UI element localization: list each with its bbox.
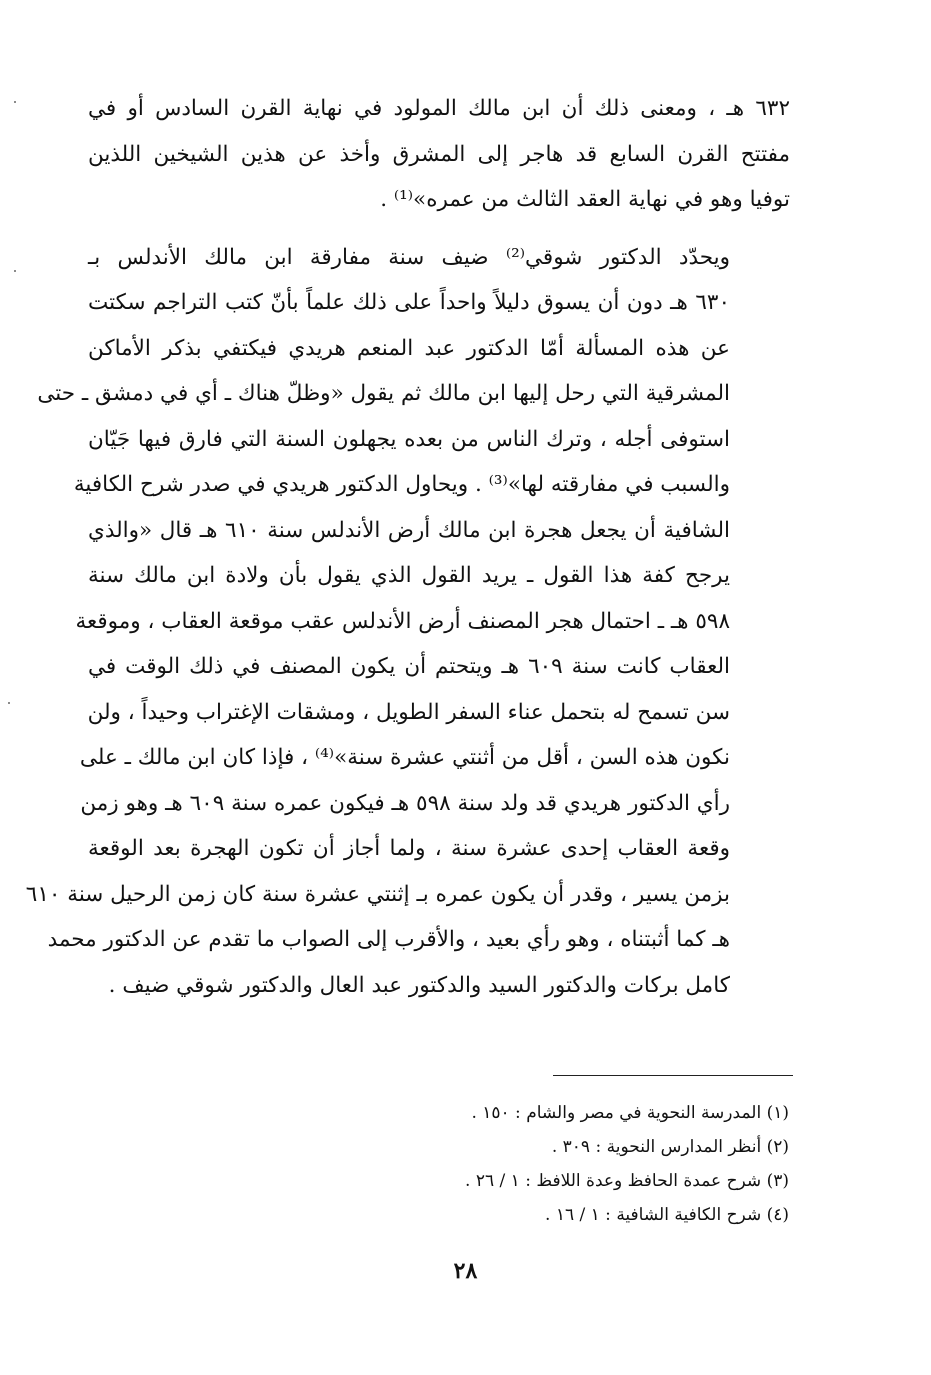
footnote-item: (٢) أنظر المدارس النحوية : ٣٠٩ . [551,1137,789,1157]
text-line: ٥٩٨ هـ ـ احتمال هجر المصنف أرض الأندلس عقب موقعة العقاب ، وموقعة [75,608,730,634]
page-number: ٢٨ [453,1258,478,1284]
text-line: وقعة العقاب إحدى عشرة سنة ، ولما أجاز أن تكون الهجرة بعد الوقعة [88,836,730,861]
text-line: يرجح كفة هذا القول ـ يريد القول الذي يقول بأن ولادة ابن مالك سنة [88,563,730,588]
text-line: ٦٣٠ هـ دون أن يسوق دليلاً واحداً على ذلك علماً بأنّ كتب التراجم سكتت [88,290,730,315]
scan-speck [14,270,16,272]
footnote-item: (١) المدرسة النحوية في مصر والشام : ١٥٠ . [471,1103,789,1123]
main-text-block [25,86,790,1008]
text-line: نكون هذه السن ، أقل من أثنتي عشرة سنة»⁽⁴⁾ ، فإذا كان ابن مالك ـ على [79,745,730,770]
text-line: الشافية أن يجعل هجرة ابن مالك أرض الأندلس سنة ٦١٠ هـ قال «والذي [88,517,730,543]
text-line: ويحدّد الدكتور شوقي⁽²⁾ ضيف سنة مفارقة ابن مالك الأندلس بـ [88,244,730,270]
text-line: بزمن يسير ، وقدر أن يكون عمره بـ إثنتي عشرة سنة كان زمن الرحيل سنة ٦١٠ [25,881,730,907]
text-line: سن تسمح له بتحمل عناء السفر الطويل ، ومشقات الإغتراب وحيداً ، ولن [87,699,730,725]
footnote-item: (٣) شرح عمدة الحافظ وعدة اللافظ : ١ / ٢٦ . [465,1171,789,1191]
text-line: استوفى أجله ، وترك الناس من بعده يجهلون السنة التي فارق فيها جَيّان [88,426,730,452]
scan-speck [8,702,10,704]
text-line: العقاب كانت سنة ٦٠٩ هـ ويتحتم أن يكون المصنف في ذلك الوقت في [88,654,730,679]
scan-speck [14,101,16,103]
text-line: والسبب في مفارقته لها»⁽³⁾ . ويحاول الدكتور هريدي في صدر شرح الكافية [73,472,730,497]
text-line: المشرقية التي رحل إليها ابن مالك ثم يقول «وظلّ هناك ـ أي في دمشق ـ حتى [37,381,730,406]
footnotes-list [229,1096,789,1232]
text-line: كامل بركات والدكتور السيد والدكتور عبد العال والدكتور شوقي ضيف . [108,972,730,998]
paragraph-1 [88,86,790,223]
text-line: عن هذه المسألة أمّا الدكتور عبد المنعم هريدي فيكتفي بذكر الأماكن [88,335,730,361]
text-line: مفتتح القرن السابع قد هاجر إلى المشرق وأخذ عن هذين الشيخين اللذين [88,141,790,167]
text-line: ٦٣٢ هـ ، ومعنى ذلك أن ابن مالك المولود في نهاية القرن السادس أو في [88,96,790,121]
footnote-item: (٤) شرح الكافية الشافية : ١ / ١٦ . [545,1205,789,1225]
footnote-separator [553,1075,793,1076]
text-line: هـ كما أثبتناه ، وهو رأي بعيد ، والأقرب إلى الصواب ما تقدم عن الدكتور محمد [47,927,730,952]
text-line: توفيا وهو في نهاية العقد الثالث من عمره»⁽¹⁾ . [380,187,790,212]
paragraph-2 [25,235,790,1009]
text-line: رأي الدكتور هريدي قد ولد سنة ٥٩٨ هـ فيكون عمره سنة ٦٠٩ هـ وهو زمن [80,790,730,816]
